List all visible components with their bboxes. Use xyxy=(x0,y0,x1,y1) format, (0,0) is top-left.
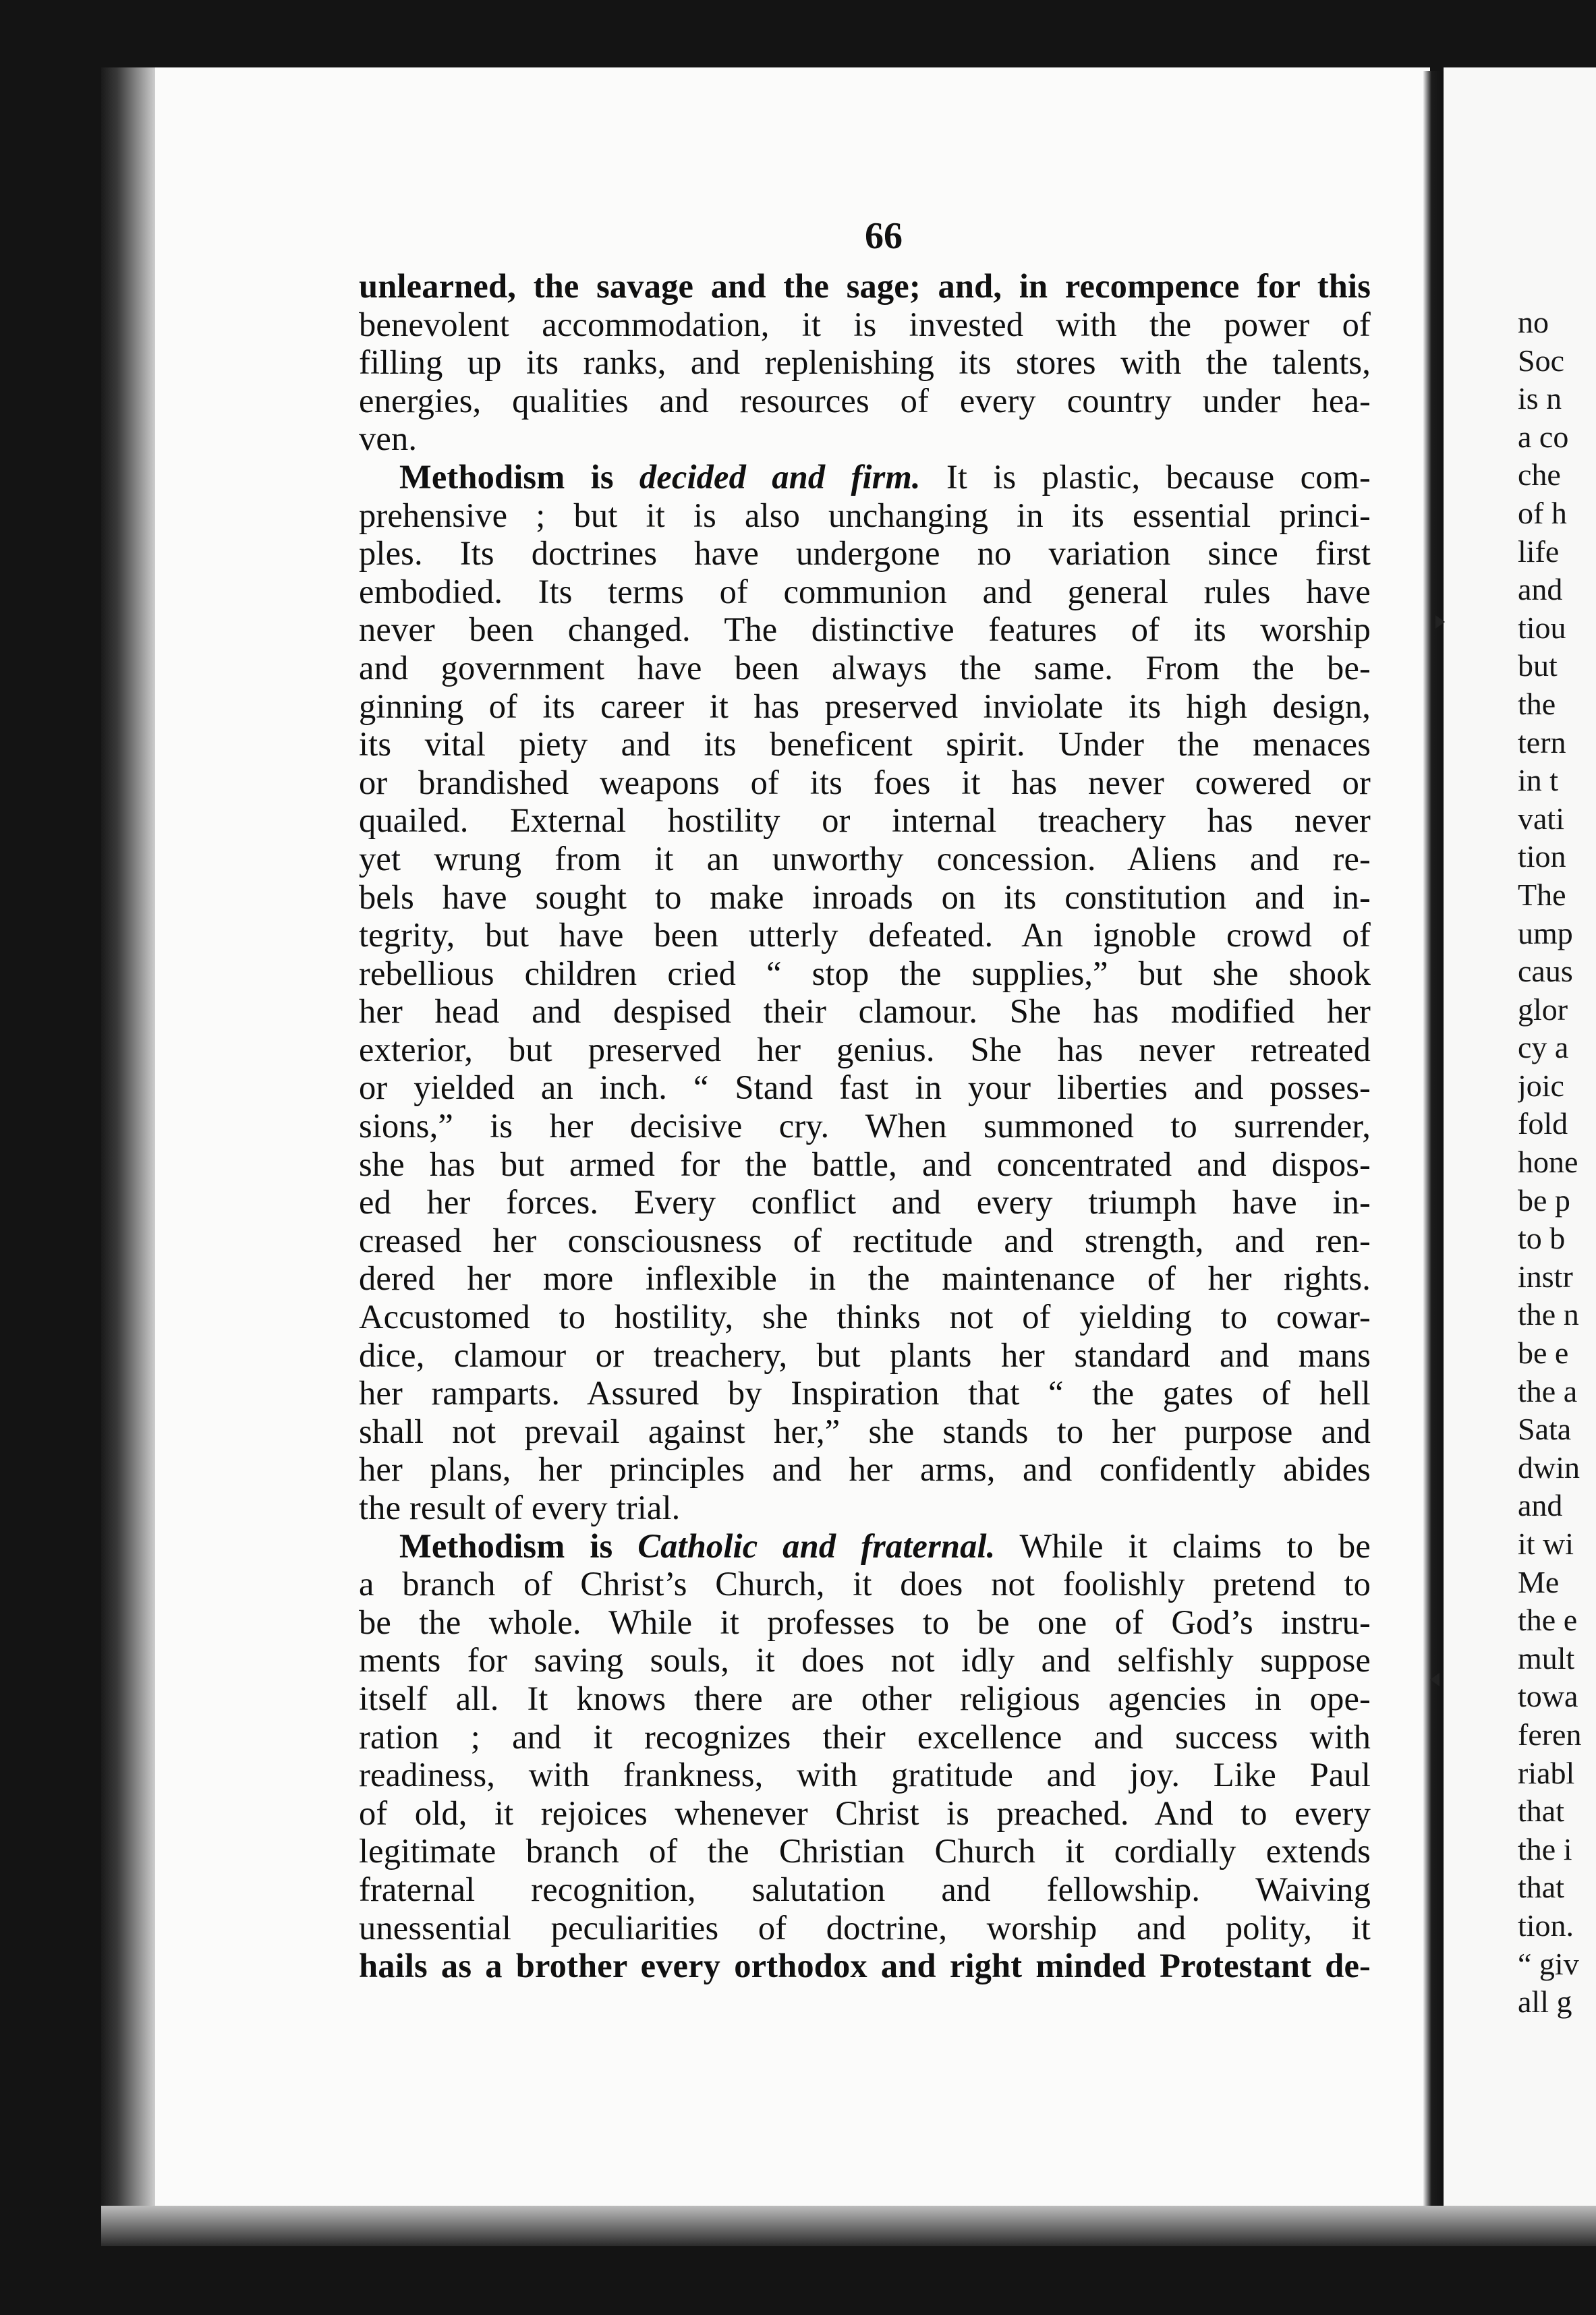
facing-fragment: riabl xyxy=(1518,1755,1575,1790)
text-line: of old, it rejoices whenever Christ is preached. And to every xyxy=(359,1794,1371,1832)
text-run: While it claims to be xyxy=(1019,1526,1371,1565)
text-line: ed her forces. Every conflict and every triumph have in- xyxy=(359,1183,1371,1222)
paragraph-start-line xyxy=(359,1527,1371,1566)
text-line: filling up its ranks, and replenishing its stores with the talents, xyxy=(359,343,1371,382)
facing-fragment: be e xyxy=(1518,1336,1569,1371)
facing-fragment: the n xyxy=(1518,1297,1579,1332)
text-line: ginning of its career it has preserved inviolate its high design, xyxy=(359,687,1371,725)
facing-fragment: that xyxy=(1518,1870,1564,1905)
text-line: unlearned, the savage and the sage; and, in recompence for this xyxy=(359,267,1371,305)
text-line: dered her more inflexible in the maintenance of her rights. xyxy=(359,1259,1371,1298)
text-line: embodied. Its terms of communion and general rules have xyxy=(359,572,1371,610)
page-gutter xyxy=(1423,71,1444,2216)
facing-fragment: Sata xyxy=(1518,1412,1572,1447)
facing-fragment: tiou xyxy=(1518,610,1566,645)
text-line: its vital piety and its beneficent spirit. Under the menaces xyxy=(359,725,1371,764)
lead-phrase: Methodism is xyxy=(399,457,614,496)
text-line: rebellious children cried “ stop the supplies,” but she shook xyxy=(359,954,1371,992)
facing-fragment: a co xyxy=(1518,419,1569,454)
text-line: shall not prevail against her,” she stands to her purpose and xyxy=(359,1412,1371,1450)
facing-fragment: is n xyxy=(1518,381,1562,416)
facing-fragment: joic xyxy=(1518,1068,1564,1103)
facing-fragment: no xyxy=(1518,305,1549,339)
text-line: yet wrung from it an unworthy concession. Aliens and re- xyxy=(359,839,1371,878)
text-line: tegrity, but have been utterly defeated. An ignoble crowd of xyxy=(359,916,1371,954)
text-line: her head and despised their clamour. She has modified her xyxy=(359,992,1371,1031)
facing-fragment: dwin xyxy=(1518,1450,1580,1485)
text-line: itself all. It knows there are other religious agencies in ope- xyxy=(359,1679,1371,1717)
text-line: energies, qualities and resources of every country under hea- xyxy=(359,381,1371,420)
text-line: or brandished weapons of its foes it has never cowered or xyxy=(359,763,1371,801)
text-line: or yielded an inch. “ Stand fast in your liberties and posses- xyxy=(359,1068,1371,1107)
text-line: benevolent accommodation, it is invested with the power of xyxy=(359,305,1371,343)
facing-fragment: to b xyxy=(1518,1221,1566,1256)
facing-fragment: vati xyxy=(1518,801,1564,836)
text-line: sions,” is her decisive cry. When summoned to surrender, xyxy=(359,1107,1371,1145)
facing-fragment: Me xyxy=(1518,1564,1560,1599)
edge-mark-icon xyxy=(1430,1673,1440,1686)
facing-fragment: The xyxy=(1518,877,1566,912)
page-number: 66 xyxy=(865,215,903,257)
text-line: her plans, her principles and her arms, and confidently abides xyxy=(359,1450,1371,1489)
facing-fragment: the xyxy=(1518,686,1556,721)
text-line: creased her consciousness of rectitude and strength, and ren- xyxy=(359,1221,1371,1259)
facing-fragment: all g xyxy=(1518,1984,1572,2020)
edge-mark-icon xyxy=(1435,615,1445,629)
text-line: be the whole. While it professes to be one of God’s instru- xyxy=(359,1603,1371,1641)
facing-fragment: life xyxy=(1518,534,1560,569)
facing-fragment: and xyxy=(1518,1488,1563,1523)
facing-fragment: and xyxy=(1518,572,1563,607)
text-line: never been changed. The distinctive features of its worship xyxy=(359,610,1371,649)
text-line: prehensive ; but it is also unchanging in its essential princi- xyxy=(359,496,1371,534)
facing-fragment: but xyxy=(1518,648,1558,683)
facing-fragment: the i xyxy=(1518,1831,1572,1866)
facing-fragment: be p xyxy=(1518,1182,1570,1218)
facing-fragment: instr xyxy=(1518,1259,1573,1294)
text-line: Accustomed to hostility, she thinks not of yielding to cowar- xyxy=(359,1298,1371,1336)
facing-fragment: caus xyxy=(1518,954,1573,989)
facing-fragment: tion. xyxy=(1518,1908,1574,1943)
text-line: ments for saving souls, it does not idly and selfishly suppose xyxy=(359,1641,1371,1680)
text-line: legitimate branch of the Christian Church it cordially extends xyxy=(359,1832,1371,1870)
facing-fragment: feren xyxy=(1518,1717,1582,1752)
facing-fragment: glor xyxy=(1518,992,1568,1027)
text-run: It is plastic, because com- xyxy=(946,457,1371,496)
facing-fragment: “ giv xyxy=(1518,1946,1579,1981)
page-bottom-edge xyxy=(101,2206,1596,2246)
facing-fragment: cy a xyxy=(1518,1030,1569,1065)
facing-fragment: the e xyxy=(1518,1603,1578,1638)
text-line: and government have been always the same. From the be- xyxy=(359,648,1371,687)
facing-fragment: it wi xyxy=(1518,1526,1574,1561)
facing-page-text xyxy=(1518,304,1596,2022)
facing-fragment: in t xyxy=(1518,763,1559,798)
text-line: bels have sought to make inroads on its constitution and in- xyxy=(359,878,1371,916)
facing-fragment: che xyxy=(1518,457,1561,492)
facing-fragment: fold xyxy=(1518,1106,1568,1141)
facing-fragment: that xyxy=(1518,1794,1564,1829)
facing-fragment: mult xyxy=(1518,1640,1575,1676)
facing-fragment: the a xyxy=(1518,1373,1578,1408)
facing-fragment: tion xyxy=(1518,839,1566,874)
emphasis-phrase: Catholic and fraternal. xyxy=(637,1526,996,1565)
text-line: she has but armed for the battle, and concentrated and dispos- xyxy=(359,1145,1371,1183)
paragraph-start-line xyxy=(359,458,1371,496)
facing-fragment: Soc xyxy=(1518,343,1564,378)
text-line: readiness, with frankness, with gratitude and joy. Like Paul xyxy=(359,1756,1371,1794)
facing-fragment: of h xyxy=(1518,495,1567,530)
text-line: ven. xyxy=(359,420,418,458)
page-body-text xyxy=(359,267,1371,1985)
text-line: unessential peculiarities of doctrine, worship and polity, it xyxy=(359,1908,1371,1947)
text-line: the result of every trial. xyxy=(359,1489,681,1526)
text-line: exterior, but preserved her genius. She has never retreated xyxy=(359,1030,1371,1068)
facing-fragment: tern xyxy=(1518,724,1566,760)
text-line: her ramparts. Assured by Inspiration that “ the gates of hell xyxy=(359,1374,1371,1412)
text-line: dice, clamour or treachery, but plants her standard and mans xyxy=(359,1336,1371,1374)
text-line: a branch of Christ’s Church, it does not foolishly pretend to xyxy=(359,1565,1371,1603)
facing-fragment: hone xyxy=(1518,1145,1578,1180)
text-line: fraternal recognition, salutation and fellowship. Waiving xyxy=(359,1870,1371,1908)
lead-phrase: Methodism is xyxy=(399,1526,613,1565)
text-line: ples. Its doctrines have undergone no variation since first xyxy=(359,534,1371,573)
facing-fragment: ump xyxy=(1518,915,1573,950)
text-line: quailed. External hostility or internal treachery has never xyxy=(359,801,1371,840)
text-line: ration ; and it recognizes their excellence and success with xyxy=(359,1717,1371,1756)
facing-fragment: towa xyxy=(1518,1679,1578,1714)
text-line: hails as a brother every orthodox and right minded Protestant de- xyxy=(359,1947,1371,1985)
emphasis-phrase: decided and firm. xyxy=(639,457,921,496)
